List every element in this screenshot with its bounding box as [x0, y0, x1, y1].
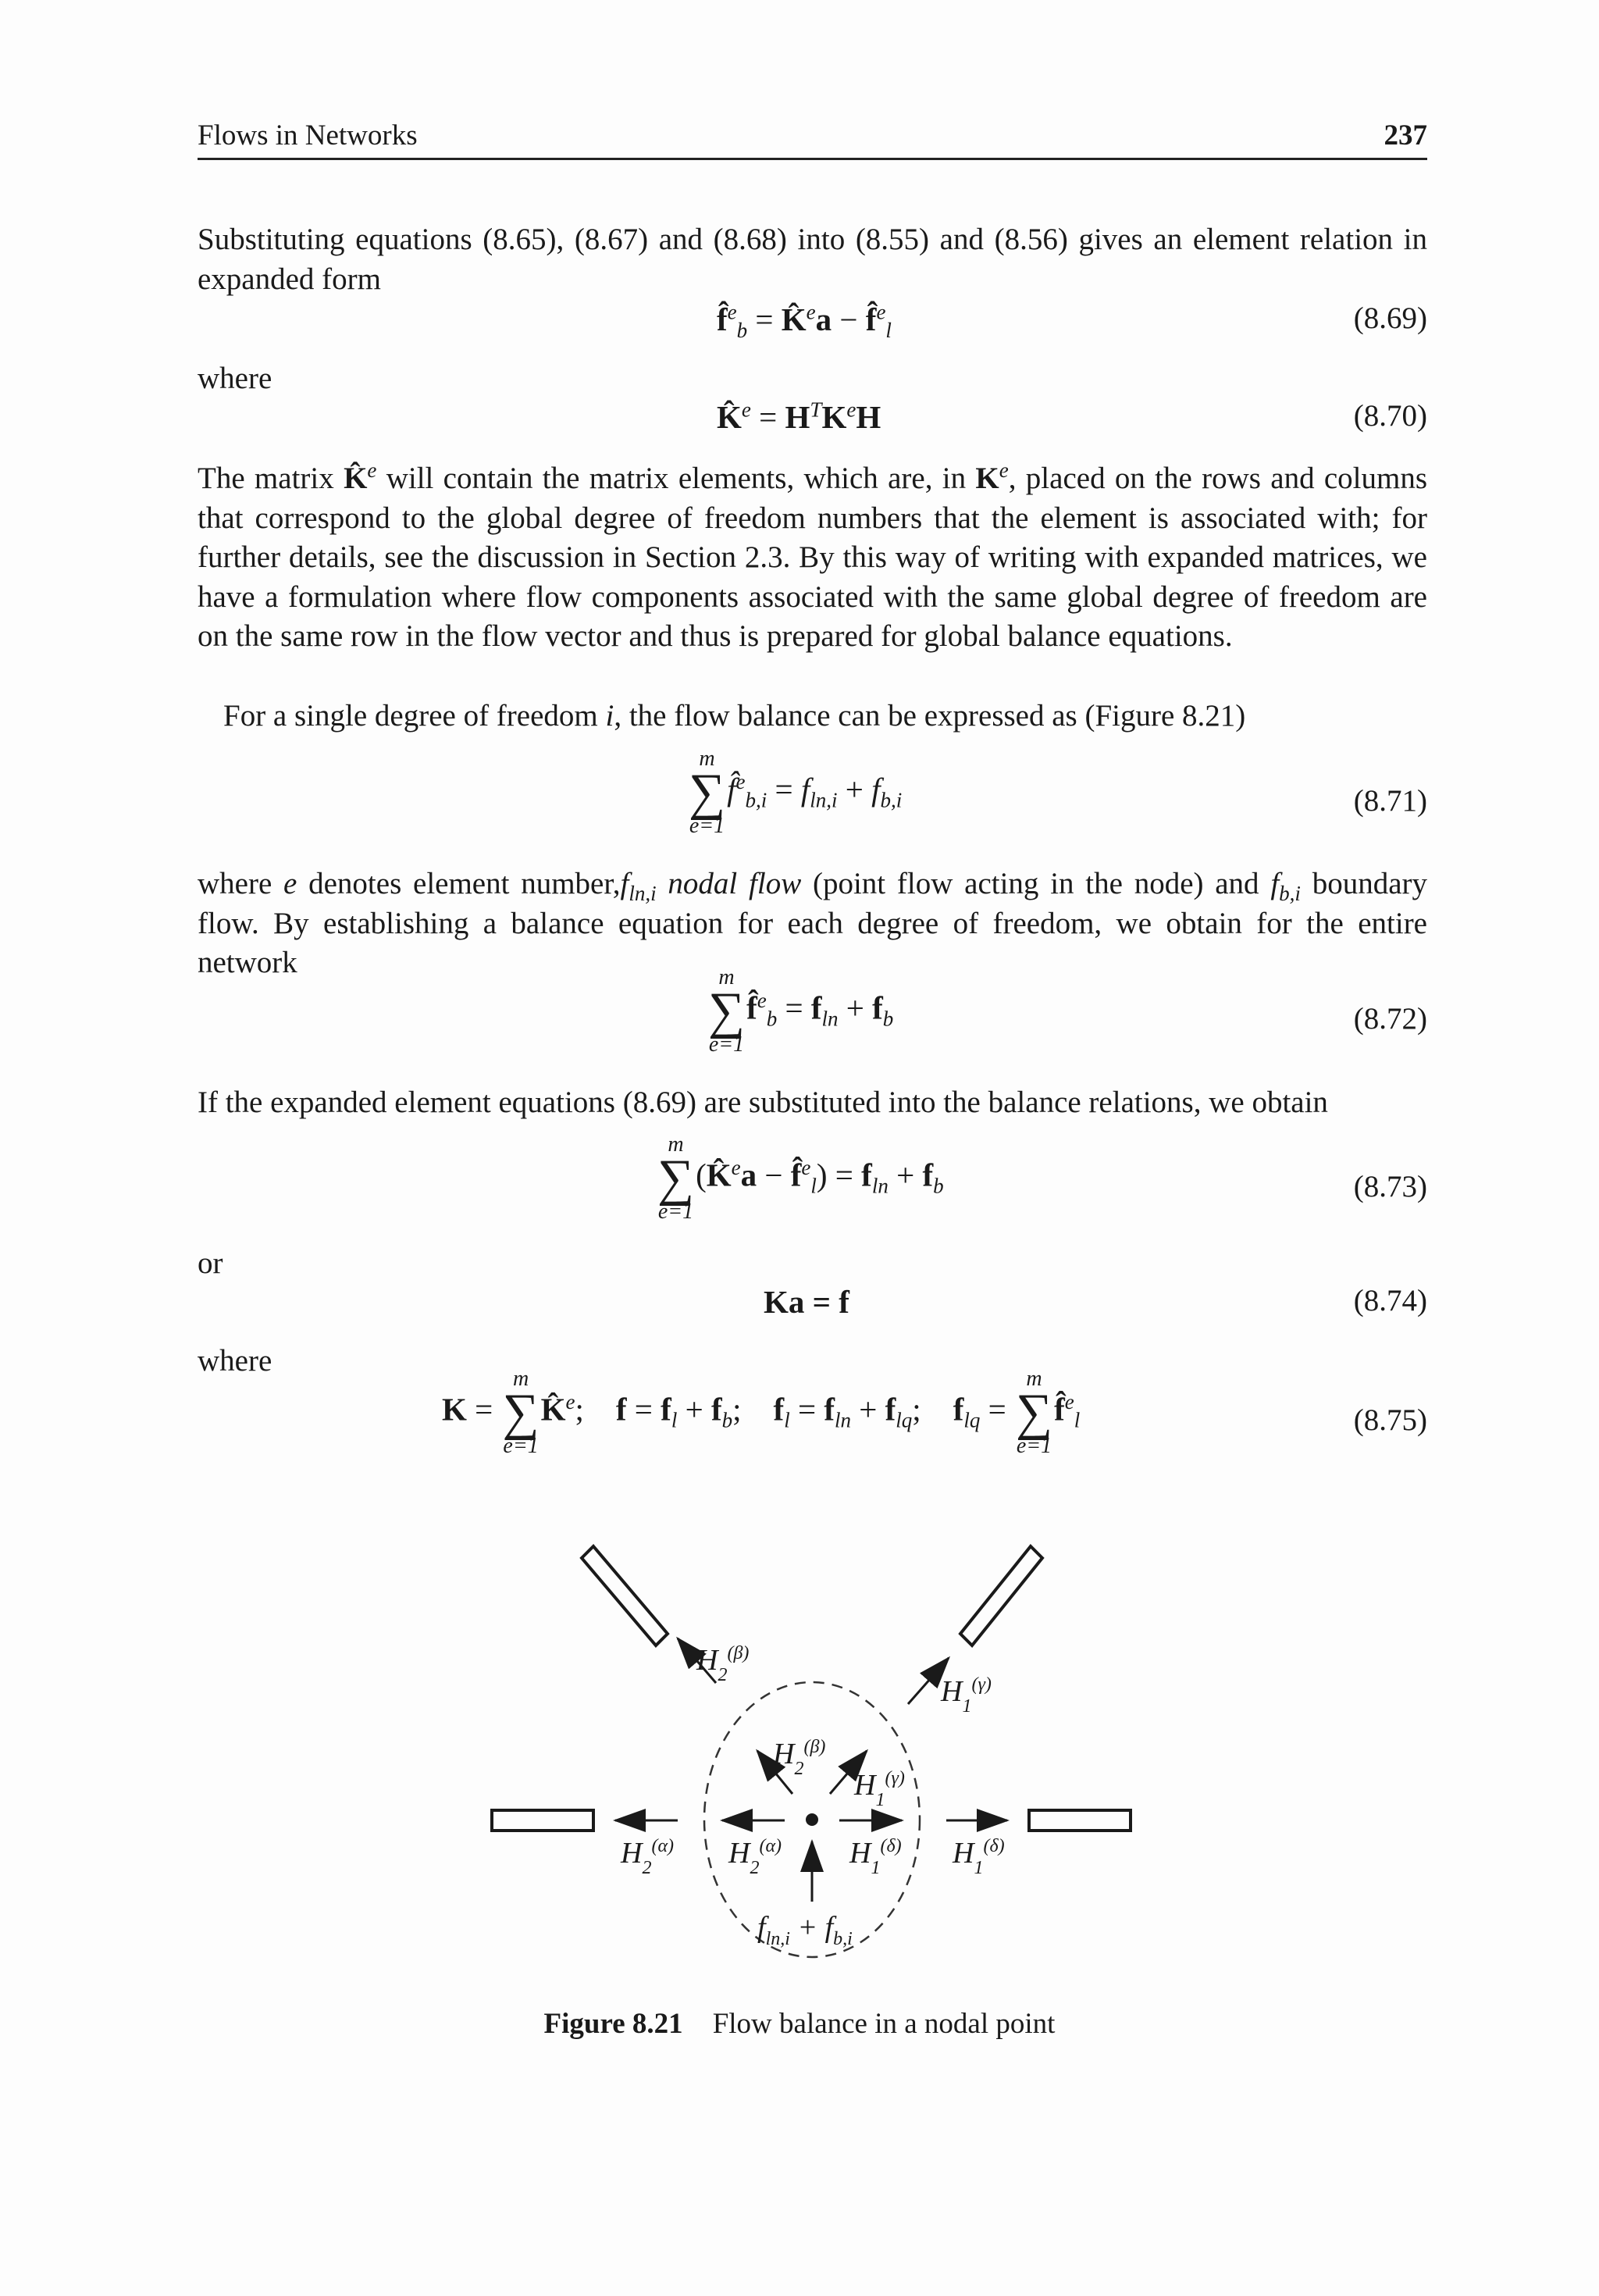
equation-8-74: Ka = f: [764, 1284, 849, 1320]
element-bar-delta: [1029, 1810, 1131, 1831]
element-bar-alpha: [492, 1810, 593, 1831]
page-number: 237: [1384, 119, 1427, 152]
running-header: Flows in Networks: [198, 119, 418, 152]
label-h2-beta-inner: $H_2^{(\beta)}$: [773, 1737, 826, 1779]
single-dof-text-2: , the flow balance can be expressed as (Figure 8.21): [614, 699, 1246, 733]
figure-caption: [0, 2007, 1599, 2041]
element-var: e: [283, 867, 297, 900]
where-label-2: where: [198, 1344, 272, 1378]
label-h2-beta-outer: $H_2^{(\beta)}$: [696, 1643, 750, 1685]
label-h1-gamma-outer: $H_1^{(\gamma)}$: [941, 1674, 992, 1717]
where-label: where: [198, 362, 272, 395]
matrix-paragraph: The matrix K̂$^e$ will contain the matrix elements, which are, in $K^e$, placed on the rows and columns that correspond to the global degree of freedom numbers that the element is associated with; for further details, see the discussion in Section 2.3. By this way of writing with expanded matrices, we have a formulation where flow components associated with the same global degree of freedom are on the same row in the flow vector and thus is prepared for global balance equations.: [198, 458, 1428, 653]
label-h2-alpha-inner: $H_2^{(\alpha)}$: [728, 1836, 782, 1878]
equation-8-75: K = m ∑ e=1 K̂$^e$; $f = f_l + f_b$; $f_l = f_{ln} + f_{lq}$; $f_{lq}$ = m ∑ e=1 f̂$^e_l$: [442, 1367, 1081, 1458]
label-h2-alpha-outer: $H_2^{(\alpha)}$: [621, 1836, 675, 1878]
matrix-paragraph-part-3: , placed on the rows and columns that correspond to the global degree of freedom numbers that the element is associated with; for further details, see the discussion in Section 2.3. By this way of writing with expanded matrices, we have a formulation where flow components associated with the same global degree of freedom are on the same row in the flow vector and thus is prepared for global balance equations.: [198, 462, 1428, 653]
matrix-paragraph-part-2: will contain the matrix elements, which are, in: [386, 462, 967, 495]
header-rule: [198, 158, 1427, 160]
matrix-paragraph-part-1: The matrix: [198, 462, 334, 495]
figure-caption-text: Flow balance in a nodal point: [712, 2008, 1056, 2040]
element-text-2: denotes element number,: [308, 867, 621, 900]
node-point: [806, 1813, 818, 1826]
equation-number-8-73: (8.73): [1353, 1170, 1427, 1203]
equation-8-69: f̂$^e_b$ = K̂$^e$a − f̂$^e_l$: [717, 300, 892, 343]
element-text-1: where: [198, 867, 272, 900]
or-label: or: [198, 1246, 223, 1280]
equation-8-70: K̂$^e$ = $H^TK^eH$: [717, 398, 881, 435]
label-h1-delta-outer: $H_1^{(\delta)}$: [953, 1836, 1005, 1878]
equation-number-8-69: (8.69): [1353, 301, 1427, 335]
element-text-5: boundary flow. By establishing a balance equation for each degree of freedom, we obtain for the entire network: [198, 867, 1428, 979]
flow-balance-figure: [468, 1531, 1171, 1984]
element-bar-beta: [582, 1546, 668, 1645]
equation-number-8-71: (8.71): [1353, 784, 1427, 818]
equation-number-8-75: (8.75): [1353, 1403, 1427, 1437]
element-text-4: (point flow acting in the node) and: [812, 867, 1259, 900]
label-nodal-flow: $f_{ln,i} + f_{b,i}$: [757, 1911, 853, 1949]
single-dof-text-1: For a single degree of freedom: [223, 699, 598, 733]
intro-paragraph: Substituting equations (8.65), (8.67) and (8.68) into (8.55) and (8.56) gives an element relation in expanded form: [198, 223, 1427, 296]
element-paragraph: where e denotes element $number,f_{ln,i}$ nodal flow (point flow acting in the node) and $f_{b,i}$ boundary flow. By establishing a balance equation for each degree of freedom, we obtain for the entire network: [198, 867, 1428, 979]
equation-8-72: m ∑ e=1 f̂$^e_b$ = $f_{ln} + f_b$: [708, 965, 894, 1057]
substituted-paragraph: If the expanded element equations (8.69) are substituted into the balance relations, we obtain: [198, 1086, 1328, 1119]
equation-8-73: m ∑ e=1 (K̂$^e$a − f̂$^e_l$) = $f_{ln} + f_b$: [657, 1132, 944, 1224]
single-dof-paragraph: [223, 697, 1427, 736]
equation-number-8-70: (8.70): [1353, 399, 1427, 433]
equation-number-8-72: (8.72): [1353, 1002, 1427, 1036]
single-dof-var: i: [605, 699, 614, 733]
element-bar-gamma: [960, 1546, 1042, 1645]
element-text-3: nodal flow: [668, 867, 802, 900]
figure-label: Figure 8.21: [543, 2008, 683, 2040]
equation-8-71: m ∑ e=1 f̂$^e_{b,i}$ = $f_{ln,i} + f_{b,i}$: [689, 747, 903, 838]
label-h1-gamma-inner: $H_1^{(\gamma)}$: [854, 1768, 905, 1810]
label-h1-delta-inner: $H_1^{(\delta)}$: [849, 1836, 902, 1878]
equation-number-8-74: (8.74): [1353, 1284, 1427, 1317]
